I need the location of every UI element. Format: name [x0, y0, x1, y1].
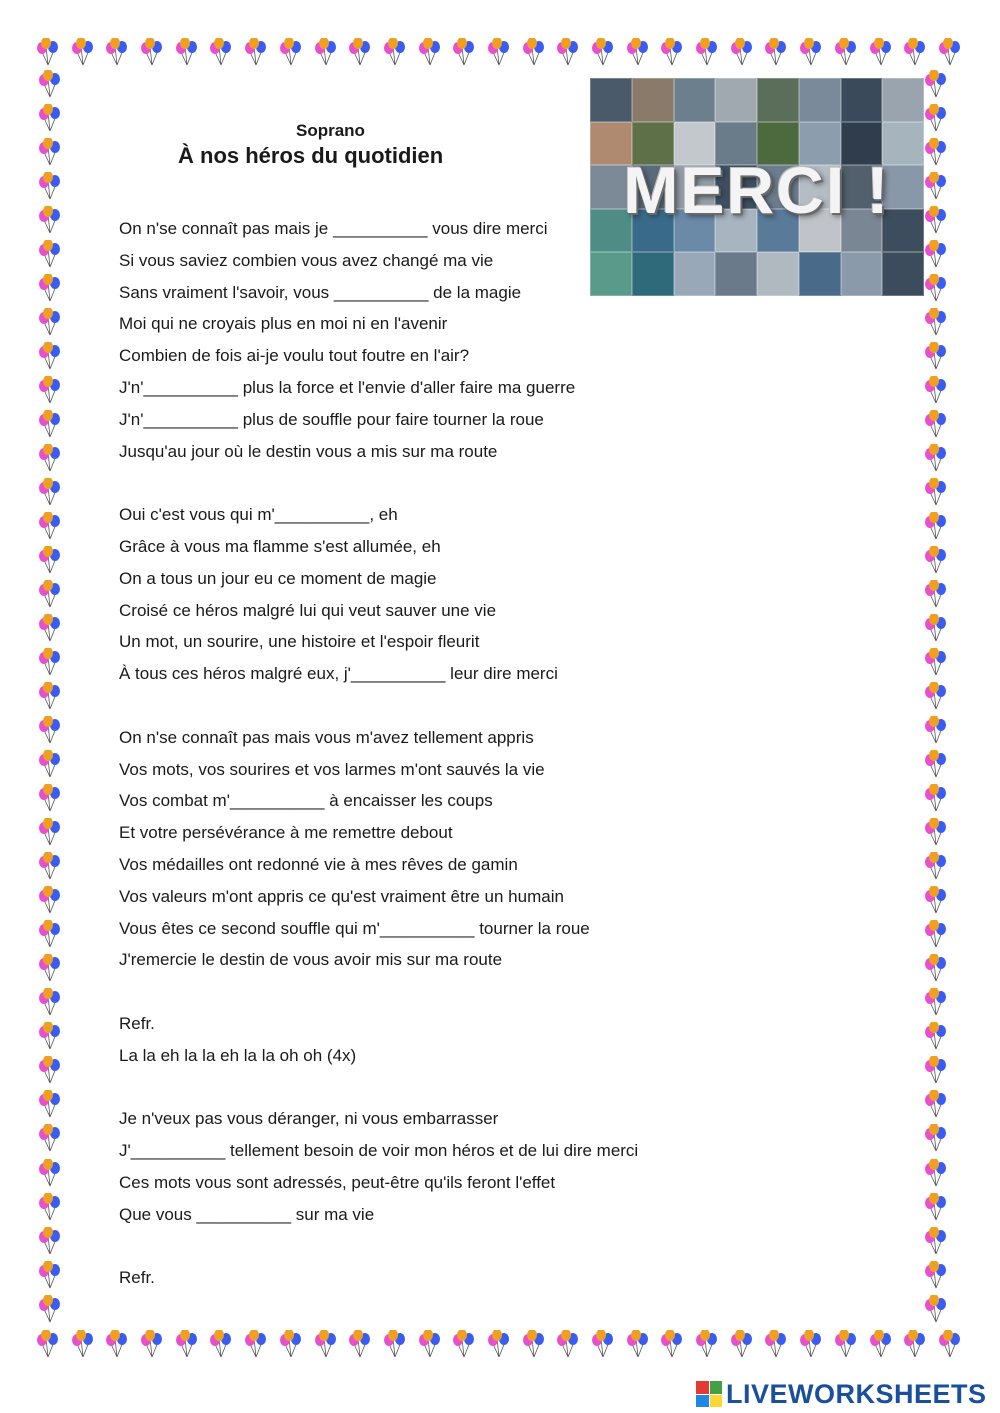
balloon-bunch-icon	[554, 1330, 582, 1360]
balloon-bunch-icon	[867, 38, 895, 68]
lyrics-text	[119, 217, 719, 1298]
lyric-line: Vos valeurs m'ont appris ce qu'est vraiment être un humain	[119, 886, 564, 906]
lyric-line: Vous êtes ce second souffle qui m'__________ tourner la roue	[119, 918, 590, 938]
badge-square	[710, 1395, 723, 1408]
balloon-bunch-icon	[554, 38, 582, 68]
balloon-bunch-icon	[922, 1056, 950, 1086]
balloon-bunch-icon	[450, 38, 478, 68]
balloon-bunch-icon	[207, 1330, 235, 1360]
balloon-bunch-icon	[762, 38, 790, 68]
balloon-bunch-icon	[36, 410, 64, 440]
balloon-bunch-icon	[36, 1124, 64, 1154]
lyric-line: Croisé ce héros malgré lui qui veut sauver une vie	[119, 600, 497, 620]
liveworksheets-logo	[696, 1378, 987, 1410]
balloon-bunch-icon	[36, 1193, 64, 1223]
balloon-bunch-icon	[36, 1022, 64, 1052]
lyric-line: Refr.	[119, 1268, 155, 1288]
balloon-bunch-icon	[589, 1330, 617, 1360]
lyric-line: On a tous un jour eu ce moment de magie	[119, 568, 437, 588]
stanza-gap	[119, 980, 719, 1012]
balloon-bunch-icon	[36, 614, 64, 644]
balloon-bunch-icon	[277, 1330, 305, 1360]
lyric-line: J'remercie le destin de vous avoir mis sur ma route	[119, 950, 503, 970]
balloon-bunch-icon	[173, 38, 201, 68]
photo-tile	[757, 78, 799, 122]
song-author: Soprano	[296, 121, 365, 140]
balloon-bunch-icon	[922, 478, 950, 508]
lyric-line: On n'se connaît pas mais je __________ vous dire merci	[119, 219, 548, 238]
balloon-bunch-icon	[36, 886, 64, 916]
balloon-bunch-icon	[36, 784, 64, 814]
balloon-bunch-icon	[312, 1330, 340, 1360]
balloon-bunch-icon	[416, 38, 444, 68]
balloon-bunch-icon	[922, 376, 950, 406]
balloon-bunch-icon	[624, 38, 652, 68]
balloon-bunch-icon	[36, 1295, 64, 1325]
balloon-bunch-icon	[34, 38, 62, 68]
lyric-line: Un mot, un sourire, une histoire et l'espoir fleurit	[119, 632, 480, 652]
balloon-bunch-icon	[922, 274, 950, 304]
lyric-line: On n'se connaît pas mais vous m'avez tellement appris	[119, 727, 534, 747]
balloon-bunch-icon	[36, 206, 64, 236]
balloon-bunch-icon	[36, 546, 64, 576]
balloon-bunch-icon	[36, 818, 64, 848]
balloon-bunch-icon	[728, 38, 756, 68]
lyric-line: Je n'veux pas vous déranger, ni vous embarrasser	[119, 1109, 499, 1129]
balloon-bunch-icon	[381, 1330, 409, 1360]
balloon-bunch-icon	[922, 444, 950, 474]
balloon-bunch-icon	[922, 70, 950, 100]
balloon-bunch-icon	[36, 138, 64, 168]
balloon-bunch-icon	[36, 988, 64, 1018]
lyric-line: La la eh la la eh la la oh oh (4x)	[119, 1045, 357, 1065]
lyric-line: Combien de fois ai-je voulu tout foutre en l'air?	[119, 346, 470, 366]
balloon-bunch-icon	[901, 1330, 929, 1360]
balloon-bunch-icon	[624, 1330, 652, 1360]
song-title: À nos héros du quotidien	[178, 143, 444, 168]
balloon-bunch-icon	[922, 342, 950, 372]
balloon-bunch-icon	[922, 172, 950, 202]
balloon-bunch-icon	[36, 1056, 64, 1086]
lyric-line: Et votre persévérance à me remettre debout	[119, 823, 453, 843]
balloon-bunch-icon	[36, 954, 64, 984]
stanza-gap	[119, 1235, 719, 1267]
balloon-bunch-icon	[312, 38, 340, 68]
lyric-line: Vos mots, vos sourires et vos larmes m'ont sauvés la vie	[119, 759, 545, 779]
lyric-line: J'n'__________ plus la force et l'envie d'aller faire ma guerre	[119, 377, 576, 397]
balloon-bunch-icon	[867, 1330, 895, 1360]
lyric-line: Ces mots vous sont adressés, peut-être qu'ils feront l'effet	[119, 1172, 556, 1192]
balloon-bunch-icon	[797, 38, 825, 68]
balloon-bunch-icon	[922, 750, 950, 780]
balloon-bunch-icon	[450, 1330, 478, 1360]
photo-tile	[632, 78, 674, 122]
balloon-bunch-icon	[36, 274, 64, 304]
balloon-bunch-icon	[36, 240, 64, 270]
lyric-line: Jusqu'au jour où le destin vous a mis sur ma route	[119, 441, 498, 461]
photo-tile	[715, 78, 757, 122]
balloon-bunch-icon	[36, 580, 64, 610]
balloon-bunch-icon	[693, 38, 721, 68]
balloon-bunch-icon	[242, 38, 270, 68]
balloon-bunch-icon	[36, 682, 64, 712]
balloon-bunch-icon	[922, 784, 950, 814]
balloon-bunch-icon	[138, 1330, 166, 1360]
balloon-bunch-icon	[36, 342, 64, 372]
balloon-bunch-icon	[922, 240, 950, 270]
balloon-bunch-icon	[922, 1193, 950, 1223]
balloon-bunch-icon	[36, 750, 64, 780]
lyric-line: Moi qui ne croyais plus en moi ni en l'avenir	[119, 314, 448, 334]
balloon-bunch-icon	[34, 1330, 62, 1360]
balloon-bunch-icon	[922, 852, 950, 882]
balloon-bunch-icon	[658, 38, 686, 68]
balloon-bunch-icon	[922, 104, 950, 134]
balloon-bunch-icon	[346, 1330, 374, 1360]
balloon-bunch-icon	[936, 1330, 964, 1360]
balloon-bunch-icon	[922, 1124, 950, 1154]
balloon-bunch-icon	[901, 38, 929, 68]
lyric-line: Oui c'est vous qui m'__________, eh	[119, 505, 398, 525]
border-right	[922, 70, 952, 1325]
balloon-bunch-icon	[36, 920, 64, 950]
lyric-line: Sans vraiment l'savoir, vous __________ de la magie	[119, 282, 522, 302]
balloon-bunch-icon	[173, 1330, 201, 1360]
balloon-bunch-icon	[922, 614, 950, 644]
badge-square	[710, 1381, 723, 1394]
balloon-bunch-icon	[936, 38, 964, 68]
lyric-line: Que vous __________ sur ma vie	[119, 1204, 375, 1224]
balloon-bunch-icon	[520, 1330, 548, 1360]
merci-overlay-text: MERCI !	[623, 153, 891, 227]
balloon-bunch-icon	[922, 308, 950, 338]
lyric-line: Si vous saviez combien vous avez changé ma vie	[119, 250, 494, 270]
photo-tile	[590, 78, 632, 122]
balloon-bunch-icon	[36, 1227, 64, 1257]
balloon-bunch-icon	[36, 512, 64, 542]
lyric-line: Vos combat m'__________ à encaisser les coups	[119, 791, 493, 811]
liveworksheets-badge-icon	[696, 1381, 722, 1407]
balloon-bunch-icon	[69, 38, 97, 68]
balloon-bunch-icon	[346, 38, 374, 68]
badge-square	[696, 1381, 709, 1394]
balloon-bunch-icon	[277, 38, 305, 68]
balloon-bunch-icon	[922, 920, 950, 950]
photo-tile	[882, 252, 924, 296]
balloon-bunch-icon	[922, 1022, 950, 1052]
lyric-line: J'__________ tellement besoin de voir mon héros et de lui dire merci	[119, 1141, 639, 1161]
balloon-bunch-icon	[922, 886, 950, 916]
lyric-line: À tous ces héros malgré eux, j'__________ leur dire merci	[119, 664, 558, 684]
photo-tile	[799, 252, 841, 296]
balloon-bunch-icon	[922, 206, 950, 236]
balloon-bunch-icon	[693, 1330, 721, 1360]
balloon-bunch-icon	[36, 648, 64, 678]
lyric-line: Grâce à vous ma flamme s'est allumée, eh	[119, 536, 441, 556]
balloon-bunch-icon	[485, 1330, 513, 1360]
balloon-bunch-icon	[922, 648, 950, 678]
photo-tile	[882, 78, 924, 122]
balloon-bunch-icon	[416, 1330, 444, 1360]
lyric-line: Refr.	[119, 1013, 155, 1033]
balloon-bunch-icon	[36, 308, 64, 338]
balloon-bunch-icon	[485, 38, 513, 68]
balloon-bunch-icon	[36, 1159, 64, 1189]
balloon-bunch-icon	[520, 38, 548, 68]
border-top	[34, 38, 964, 68]
balloon-bunch-icon	[922, 1227, 950, 1257]
balloon-bunch-icon	[922, 716, 950, 746]
balloon-bunch-icon	[589, 38, 617, 68]
balloon-bunch-icon	[103, 1330, 131, 1360]
balloon-bunch-icon	[36, 70, 64, 100]
balloon-bunch-icon	[832, 1330, 860, 1360]
balloon-bunch-icon	[36, 172, 64, 202]
photo-tile	[715, 252, 757, 296]
lyric-line: J'n'__________ plus de souffle pour faire tourner la roue	[119, 409, 544, 429]
balloon-bunch-icon	[922, 1159, 950, 1189]
balloon-bunch-icon	[36, 104, 64, 134]
balloon-bunch-icon	[36, 376, 64, 406]
balloon-bunch-icon	[922, 1295, 950, 1325]
balloon-bunch-icon	[922, 682, 950, 712]
balloon-bunch-icon	[103, 38, 131, 68]
balloon-bunch-icon	[728, 1330, 756, 1360]
photo-tile	[674, 78, 716, 122]
balloon-bunch-icon	[922, 988, 950, 1018]
balloon-bunch-icon	[922, 1261, 950, 1291]
balloon-bunch-icon	[207, 38, 235, 68]
balloon-bunch-icon	[922, 580, 950, 610]
balloon-bunch-icon	[36, 852, 64, 882]
border-left	[36, 70, 66, 1325]
photo-tile	[841, 78, 883, 122]
photo-tile	[799, 78, 841, 122]
balloon-bunch-icon	[922, 818, 950, 848]
balloon-bunch-icon	[36, 1261, 64, 1291]
badge-square	[696, 1395, 709, 1408]
photo-tile	[841, 252, 883, 296]
balloon-bunch-icon	[922, 546, 950, 576]
liveworksheets-wordmark: LIVEWORKSHEETS	[726, 1378, 987, 1409]
balloon-bunch-icon	[922, 138, 950, 168]
balloon-bunch-icon	[762, 1330, 790, 1360]
balloon-bunch-icon	[69, 1330, 97, 1360]
balloon-bunch-icon	[922, 1090, 950, 1120]
balloon-bunch-icon	[36, 478, 64, 508]
balloon-bunch-icon	[658, 1330, 686, 1360]
balloon-bunch-icon	[242, 1330, 270, 1360]
balloon-bunch-icon	[138, 38, 166, 68]
photo-tile	[757, 252, 799, 296]
balloon-bunch-icon	[922, 954, 950, 984]
balloon-bunch-icon	[36, 716, 64, 746]
balloon-bunch-icon	[832, 38, 860, 68]
lyric-line: Vos médailles ont redonné vie à mes rêves de gamin	[119, 854, 518, 874]
balloon-bunch-icon	[381, 38, 409, 68]
border-bottom	[34, 1330, 964, 1360]
stanza-gap	[119, 694, 719, 726]
balloon-bunch-icon	[797, 1330, 825, 1360]
stanza-gap	[119, 471, 719, 503]
balloon-bunch-icon	[922, 512, 950, 542]
balloon-bunch-icon	[36, 1090, 64, 1120]
balloon-bunch-icon	[922, 410, 950, 440]
balloon-bunch-icon	[36, 444, 64, 474]
stanza-gap	[119, 1076, 719, 1108]
